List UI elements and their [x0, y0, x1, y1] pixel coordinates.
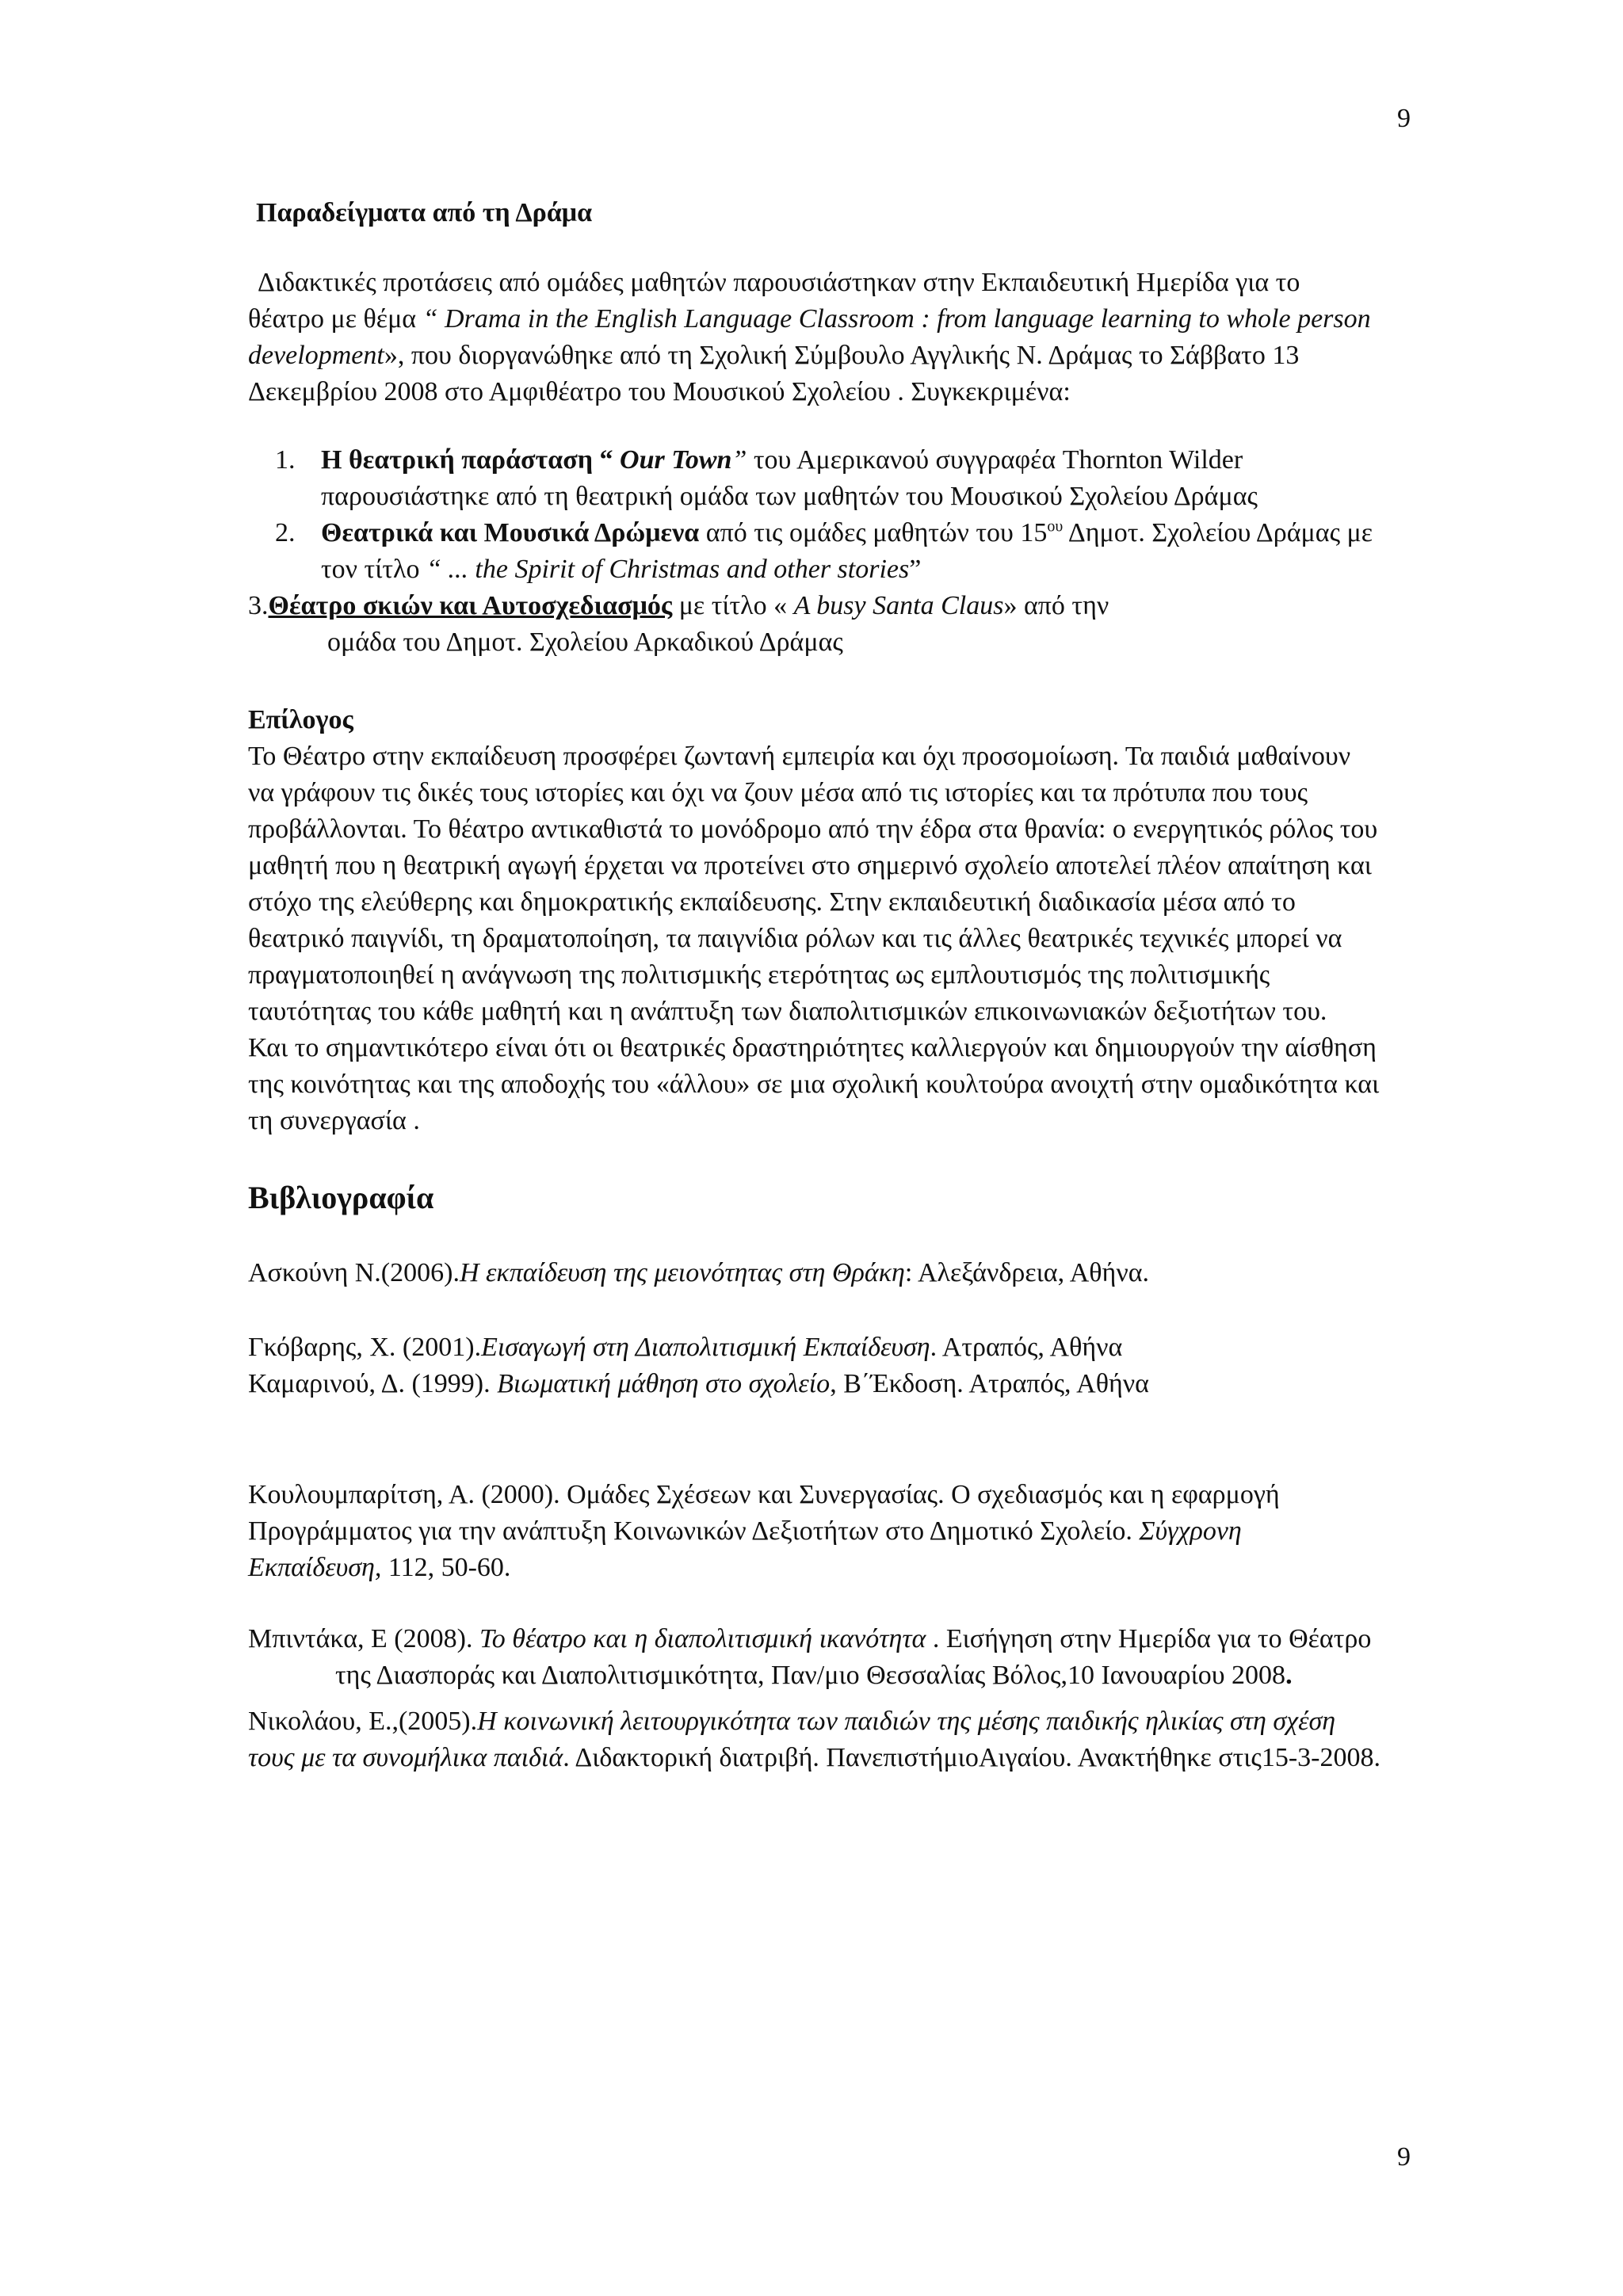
- ref-title: Η εκπαίδευση της μειονότητας στη Θράκη: [459, 1258, 905, 1287]
- item-title: Our Town: [620, 445, 732, 475]
- reference-item: [248, 1329, 1381, 1366]
- ref-publisher: . Εισήγηση στην Ημερίδα για το Θέατρο της Διασποράς και Διαπολιτισμικότητα, Παν/μιο Θεσσαλίας Βόλος,10 Ιανουαρίου 2008: [335, 1624, 1372, 1690]
- item-quote: ”: [909, 555, 922, 584]
- ref-publisher: , Β΄Έκδοση. Ατραπός, Αθήνα: [830, 1369, 1149, 1398]
- reference-item: [248, 1621, 1381, 1694]
- ref-author: Μπιντάκα, Ε (2008).: [248, 1624, 479, 1653]
- item-text: » από την: [1003, 591, 1109, 620]
- epilogue-paragraph: Το Θέατρο στην εκπαίδευση προσφέρει ζωντανή εμπειρία και όχι προσομοίωση. Τα παιδιά μαθαίνουν να γράφουν τις δικές τους ιστορίες και όχι να ζουν μέσα από τις ιστορίες και τα πρότυπα που τους προβάλλονται. Το θέατρο αντικαθιστά το μονόδρομο από την έδρα στα θρανία: ο ενεργητικός ρόλος του μαθητή που η θεατρική αγωγή έρχεται να προτείνει στο σημερινό σχολείο αποτελεί πλέον απαίτηση και στόχο της ελεύθερης και δημοκρατικής εκπαίδευσης. Στην εκπαιδευτική διαδικασία μέσα από το θεατρικό παιγνίδι, τη δραματοποίηση, τα παιγνίδια ρόλων και τις άλλες θεατρικές τεχνικές μπορεί να πραγματοποιηθεί η ανάγνωση της πολιτισμικής ετερότητας ως εμπλουτισμός της πολιτισμικής ταυτότητας του κάθε μαθητή και η ανάπτυξη των διαπολιτισμικών επικοινωνιακών δεξιοτήτων του.: [248, 742, 1378, 1026]
- ordinal-superscript: ου: [1047, 517, 1064, 536]
- list-item: [248, 588, 1381, 661]
- item-text: από τις ομάδες μαθητών του 15: [699, 518, 1048, 547]
- ref-title: Η κοινωνική λειτουργικότητα των παιδιών της μέσης παιδικής ηλικίας στη σχέση τους με τα συνομήλικα παιδιά: [248, 1707, 1336, 1772]
- reference-item: [248, 1255, 1381, 1291]
- page-number-bottom: 9: [1397, 2142, 1411, 2172]
- item-text: Δημοτ. Σχολείου Δράμας με τον τίτλο: [321, 518, 1373, 584]
- reference-item: [248, 1477, 1381, 1586]
- bibliography-heading: Βιβλιογραφία: [248, 1180, 434, 1215]
- item-bold-text: Η θεατρική παράσταση “: [321, 445, 621, 475]
- ref-end: .: [1285, 1661, 1293, 1690]
- list-item: [248, 442, 1381, 515]
- ref-publisher: . Ατραπός, Αθήνα: [930, 1333, 1123, 1362]
- intro-text-1: Διδακτικές προτάσεις από ομάδες μαθητών παρουσιάστηκαν στην Εκπαιδευτική Ημερίδα για το θέατρο με θέμα: [248, 268, 1300, 334]
- ref-publisher: . Διδακτορική διατριβή. ΠανεπιστήμιοΑιγαίου. Ανακτήθηκε στις15-3-2008.: [563, 1743, 1381, 1772]
- item-text: με τίτλο «: [672, 591, 794, 620]
- intro-text-2: », που διοργανώθηκε από τη Σχολική Σύμβουλο Αγγλικής Ν. Δράμας το Σάββατο 13 Δεκεμβρίου 2008 στο Αμφιθέατρο του Μουσικού Σχολείου . Συγκεκριμένα:: [248, 341, 1300, 406]
- list-number: 1.: [275, 445, 296, 475]
- list-number: 2.: [275, 518, 296, 547]
- epilogue-paragraph-2: Και το σημαντικότερο είναι ότι οι θεατρικές δραστηριότητες καλλιεργούν και δημιουργούν την αίσθηση της κοινότητας και της αποδοχής του «άλλου» σε μια σχολική κουλτούρα ανοιχτή στην ομαδικότητα και τη συνεργασία .: [248, 1033, 1380, 1135]
- reference-item: [248, 1366, 1381, 1402]
- ref-publisher: : Αλεξάνδρεια, Αθήνα.: [904, 1258, 1150, 1287]
- ref-author: Ασκούνη Ν.(2006).: [248, 1258, 460, 1287]
- ref-title: Βιωματική μάθηση στο σχολείο: [497, 1369, 831, 1398]
- item-text: του Αμερικανού συγγραφέα Thornton Wilder παρουσιάστηκε από τη θεατρική ομάδα των μαθητών του Μουσικού Σχολείου Δράμας: [321, 445, 1258, 511]
- ref-author: Κουλουμπαρίτση, Α. (2000). Ομάδες Σχέσεων και Συνεργασίας. Ο σχεδιασμός και η εφαρμογή Προγράμματος για την ανάπτυξη Κοινωνικών Δεξιοτήτων στο Δημοτικό Σχολείο.: [248, 1480, 1280, 1546]
- reference-item: [248, 1703, 1381, 1776]
- examples-heading: Παραδείγματα από τη Δράμα: [256, 198, 593, 227]
- ref-title: Εισαγωγή στη Διαπολιτισμική Εκπαίδευση: [481, 1333, 930, 1362]
- examples-intro: [248, 265, 1381, 410]
- ref-author: Νικολάου, Ε.,(2005).: [248, 1707, 478, 1736]
- epilogue-heading: Επίλογος: [248, 705, 353, 734]
- item-bold-text: Θεατρικά και Μουσικά Δρώμενα: [321, 518, 700, 547]
- intro-title-italic: “ Drama in the English Language Classroom : from language learning to whole person development: [248, 304, 1371, 370]
- list-number: 3.: [248, 591, 269, 620]
- page-number-top: 9: [1397, 104, 1411, 133]
- item-title: “ ... the Spirit of Christmas and other stories: [426, 555, 910, 584]
- item-continuation: ομάδα του Δημοτ. Σχολείου Αρκαδικού Δράμας: [327, 627, 843, 657]
- ref-title: Το θέατρο και η διαπολιτισμική ικανότητα: [479, 1624, 926, 1653]
- ref-publisher: 112, 50-60.: [381, 1553, 511, 1582]
- ref-author: Καμαρινού, Δ. (1999).: [248, 1369, 498, 1398]
- item-title: A busy Santa Claus: [793, 591, 1004, 620]
- examples-list: [248, 442, 1381, 661]
- item-bold-text: Θέατρο σκιών και Αυτοσχεδιασμός: [268, 591, 673, 620]
- item-quote: ”: [731, 445, 747, 475]
- ref-author: Γκόβαρης, Χ. (2001).: [248, 1333, 482, 1362]
- document-body: [248, 195, 1381, 1776]
- ref-title: Σύγχρονη Εκπαίδευση,: [248, 1516, 1242, 1582]
- list-item: [248, 515, 1381, 588]
